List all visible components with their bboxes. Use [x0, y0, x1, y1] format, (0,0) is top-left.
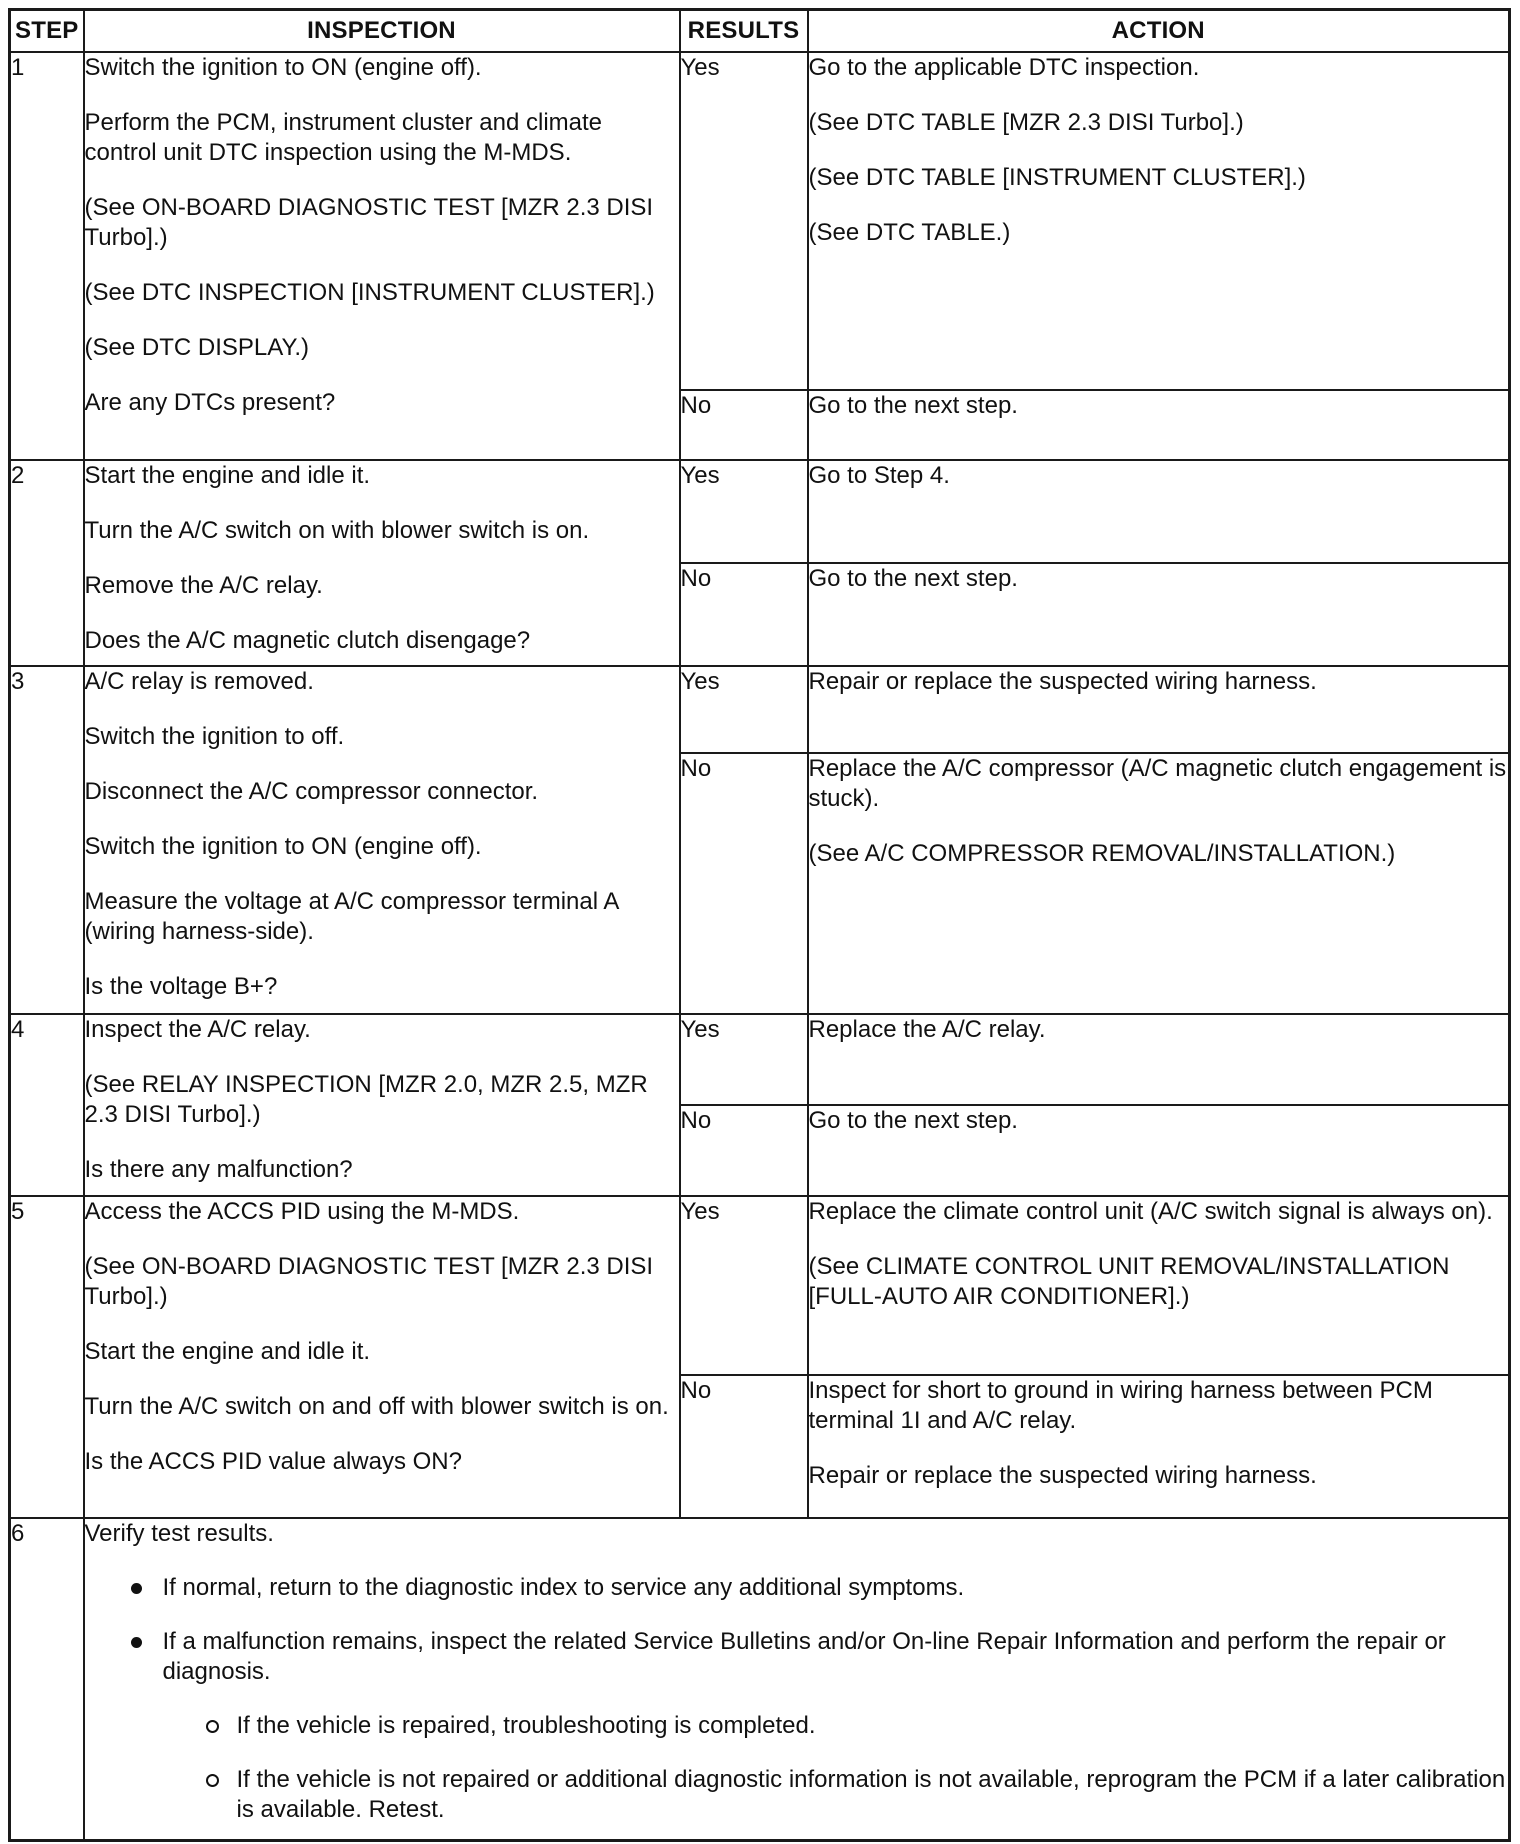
- bullet-item: [85, 1573, 1509, 1603]
- step-3-yes-action: [808, 666, 1510, 753]
- action-line: (See DTC TABLE.): [808, 219, 1011, 246]
- inspection-line: (See DTC INSPECTION [INSTRUMENT CLUSTER].): [84, 279, 655, 306]
- result-yes: Yes: [680, 1014, 808, 1105]
- result-no: No: [680, 390, 808, 460]
- header-inspection: INSPECTION: [84, 10, 680, 53]
- inspection-line: Start the engine and idle it.: [84, 462, 371, 489]
- action-line: Go to Step 4.: [808, 462, 950, 489]
- step-1-yes-action: [808, 52, 1510, 390]
- action-line: Repair or replace the suspected wiring harness.: [808, 1462, 1317, 1489]
- action-line: Go to the next step.: [808, 392, 1018, 419]
- action-line: (See DTC TABLE [INSTRUMENT CLUSTER].): [808, 164, 1306, 191]
- inspection-line: (See DTC DISPLAY.): [84, 334, 310, 361]
- inspection-line: Turn the A/C switch on with blower switch is on.: [84, 517, 590, 544]
- step-1-inspection: [84, 52, 680, 460]
- action-line: Replace the climate control unit (A/C switch signal is always on).: [808, 1198, 1493, 1225]
- inspection-line: Is the ACCS PID value always ON?: [84, 1448, 462, 1475]
- result-no: No: [680, 753, 808, 1014]
- header-row: [10, 10, 1510, 53]
- result-yes: Yes: [680, 666, 808, 753]
- inspection-line: Is there any malfunction?: [84, 1156, 353, 1183]
- step-number: 4: [10, 1014, 84, 1196]
- action-line: Inspect for short to ground in wiring harness between PCM terminal 1I and A/C relay.: [808, 1377, 1433, 1434]
- result-no: No: [680, 1375, 808, 1518]
- action-line: Go to the next step.: [808, 565, 1018, 592]
- result-no: No: [680, 563, 808, 666]
- step-4-row-yes: [10, 1014, 1510, 1105]
- step-6-verification: [84, 1518, 1510, 1840]
- inspection-line: Measure the voltage at A/C compressor terminal A (wiring harness-side).: [84, 888, 619, 945]
- step-number: 6: [10, 1518, 84, 1840]
- step-4-no-action: [808, 1105, 1510, 1196]
- step-number: 1: [10, 52, 84, 460]
- action-line: (See DTC TABLE [MZR 2.3 DISI Turbo].): [808, 109, 1244, 136]
- step-1-row-yes: [10, 52, 1510, 390]
- inspection-line: (See ON-BOARD DIAGNOSTIC TEST [MZR 2.3 DISI Turbo].): [84, 1253, 654, 1310]
- inspection-line: Does the A/C magnetic clutch disengage?: [84, 627, 531, 654]
- inspection-line: Start the engine and idle it.: [84, 1338, 371, 1365]
- inspection-line: Perform the PCM, instrument cluster and climate control unit DTC inspection using the M-MDS.: [84, 109, 603, 166]
- step-number: 3: [10, 666, 84, 1014]
- step-5-yes-action: [808, 1196, 1510, 1375]
- step-4-yes-action: [808, 1014, 1510, 1105]
- header-action: ACTION: [808, 10, 1510, 53]
- step-2-yes-action: [808, 460, 1510, 563]
- hollow-bullet-icon: [206, 1720, 219, 1733]
- inspection-line: Are any DTCs present?: [84, 389, 336, 416]
- step-number: 2: [10, 460, 84, 666]
- action-line: Go to the applicable DTC inspection.: [808, 54, 1200, 81]
- bullet-text: If normal, return to the diagnostic index to service any additional symptoms.: [162, 1574, 965, 1601]
- result-yes: Yes: [680, 460, 808, 563]
- step-3-row-yes: [10, 666, 1510, 753]
- inspection-line: Disconnect the A/C compressor connector.: [84, 778, 539, 805]
- action-line: Repair or replace the suspected wiring harness.: [808, 668, 1317, 695]
- diagnostic-table: [8, 8, 1511, 1842]
- inspection-line: (See RELAY INSPECTION [MZR 2.0, MZR 2.5, MZR 2.3 DISI Turbo].): [84, 1071, 648, 1128]
- sub-bullet-item: [85, 1765, 1509, 1825]
- step-2-inspection: [84, 460, 680, 666]
- step-4-inspection: [84, 1014, 680, 1196]
- step-2-row-yes: [10, 460, 1510, 563]
- bullet-list: [85, 1573, 1509, 1687]
- inspection-line: Remove the A/C relay.: [84, 572, 323, 599]
- result-yes: Yes: [680, 52, 808, 390]
- step-3-inspection: [84, 666, 680, 1014]
- result-no: No: [680, 1105, 808, 1196]
- action-line: Replace the A/C compressor (A/C magnetic clutch engagement is stuck).: [808, 755, 1507, 812]
- step-2-no-action: [808, 563, 1510, 666]
- inspection-line: (See ON-BOARD DIAGNOSTIC TEST [MZR 2.3 DISI Turbo].): [84, 194, 654, 251]
- verify-heading: Verify test results.: [84, 1520, 274, 1547]
- sub-bullet-item: [85, 1711, 1509, 1741]
- action-line: (See CLIMATE CONTROL UNIT REMOVAL/INSTALLATION [FULL-AUTO AIR CONDITIONER].): [808, 1253, 1450, 1310]
- inspection-line: Access the ACCS PID using the M-MDS.: [84, 1198, 520, 1225]
- inspection-line: Switch the ignition to ON (engine off).: [84, 833, 482, 860]
- inspection-line: A/C relay is removed.: [84, 668, 314, 695]
- bullet-icon: [131, 1637, 142, 1648]
- action-line: Go to the next step.: [808, 1107, 1018, 1134]
- action-line: (See A/C COMPRESSOR REMOVAL/INSTALLATION.): [808, 840, 1396, 867]
- inspection-line: Switch the ignition to off.: [84, 723, 345, 750]
- step-5-no-action: [808, 1375, 1510, 1518]
- header-results: RESULTS: [680, 10, 808, 53]
- step-6-row: [10, 1518, 1510, 1840]
- sub-bullet-text: If the vehicle is repaired, troubleshooting is completed.: [236, 1712, 816, 1739]
- bullet-text: If a malfunction remains, inspect the related Service Bulletins and/or On-line Repair Information and perform the repair or diagnosis.: [162, 1628, 1446, 1685]
- action-line: Replace the A/C relay.: [808, 1016, 1046, 1043]
- header-step: STEP: [10, 10, 84, 53]
- result-yes: Yes: [680, 1196, 808, 1375]
- inspection-line: Inspect the A/C relay.: [84, 1016, 311, 1043]
- bullet-item: [85, 1627, 1509, 1687]
- inspection-line: Turn the A/C switch on and off with blower switch is on.: [84, 1393, 669, 1420]
- step-3-no-action: [808, 753, 1510, 1014]
- step-5-row-yes: [10, 1196, 1510, 1375]
- bullet-icon: [131, 1583, 142, 1594]
- hollow-bullet-icon: [206, 1774, 219, 1787]
- sub-bullet-text: If the vehicle is not repaired or additional diagnostic information is not available, reprogram the PCM if a later calibration is available. Retest.: [236, 1766, 1506, 1823]
- step-number: 5: [10, 1196, 84, 1518]
- step-5-inspection: [84, 1196, 680, 1518]
- step-1-no-action: [808, 390, 1510, 460]
- diagnostic-procedure-document: [8, 8, 1508, 1842]
- inspection-line: Is the voltage B+?: [84, 973, 278, 1000]
- inspection-line: Switch the ignition to ON (engine off).: [84, 54, 482, 81]
- sub-bullet-list: [85, 1711, 1509, 1825]
